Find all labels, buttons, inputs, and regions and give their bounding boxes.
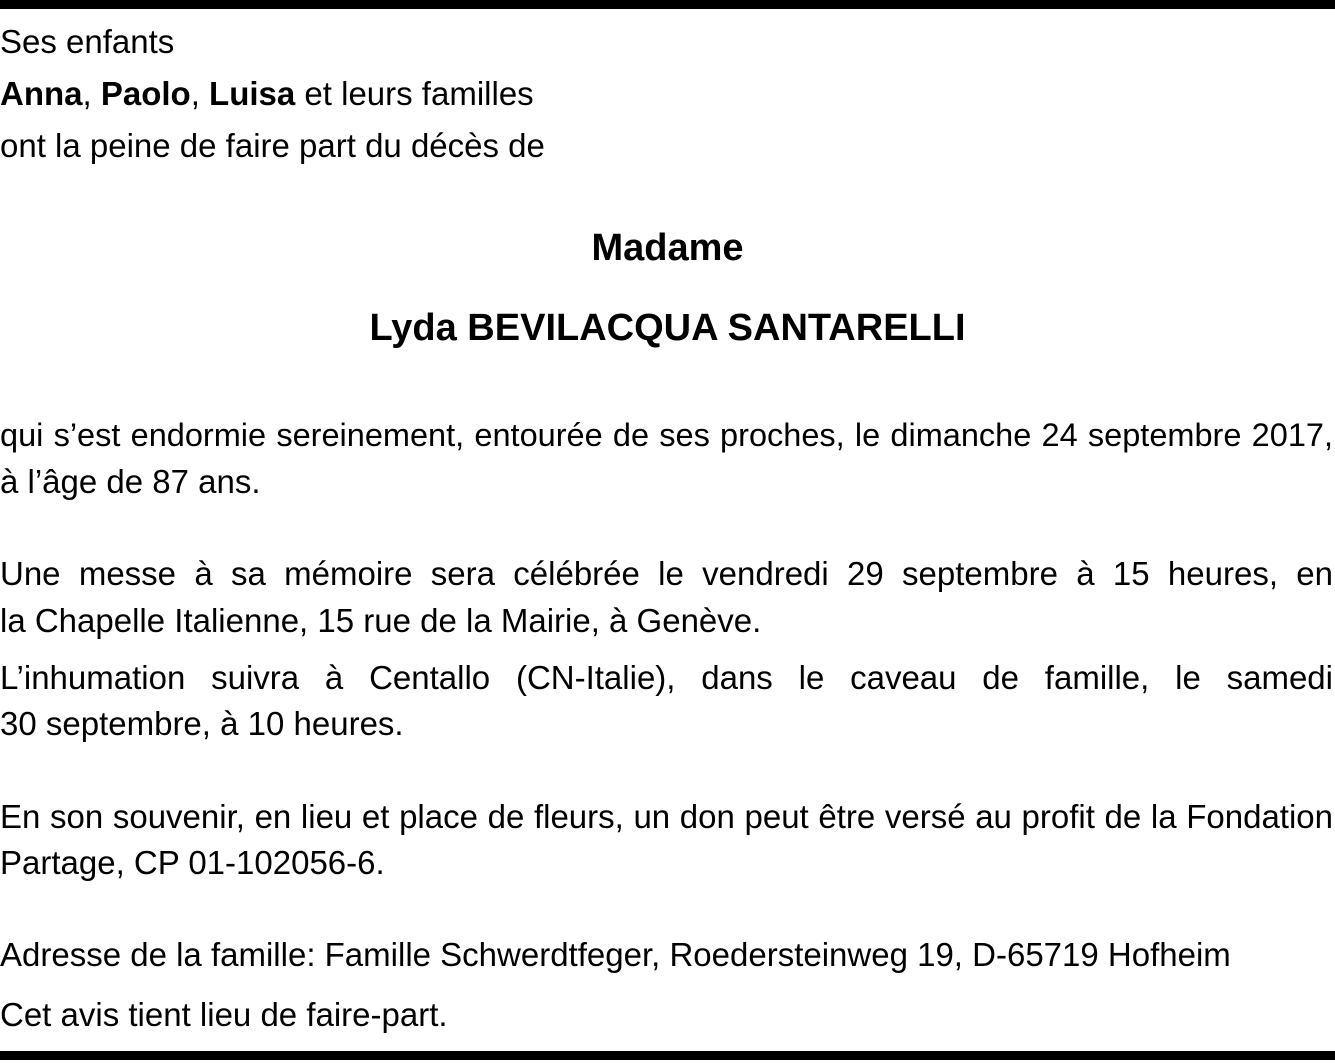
top-rule [0,0,1335,9]
deceased-name: Lyda BEVILACQUA SANTARELLI [369,307,966,349]
deceased-title: Madame [591,227,744,269]
death-line-1: qui s’est endormie sereinement, entourée de ses proches, le dimanche 24 septembre 2017, [0,417,1333,453]
burial-line-2: 30 septembre, à 10 heures. [0,705,404,742]
mass-line-1: Une messe à sa mémoire sera célébrée le vendredi 29 septembre à 15 heures, en [0,555,1333,592]
intro-line-names [0,74,534,114]
burial-line-1: L’inhumation suivra à Centallo (CN-Italie), dans le caveau de famille, le samedi [0,659,1333,696]
intro-line-announcement: ont la peine de faire part du décès de [0,127,545,164]
family-address: Adresse de la famille: Famille Schwerdtfeger, Roedersteinweg 19, D-65719 Hofheim [0,936,1231,973]
donation-line-1: En son souvenir, en lieu et place de fleurs, un don peut être versé au profit de la Fondation [0,798,1333,835]
name-separator: , [82,75,92,112]
notice-text: Cet avis tient lieu de faire-part. [0,996,448,1033]
families-text: et leurs familles [304,75,534,112]
child-name-paolo: Paolo [100,75,191,112]
death-line-2: à l’âge de 87 ans. [0,463,261,500]
child-name-anna: Anna [0,75,83,112]
mass-line-2: la Chapelle Italienne, 15 rue de la Mairie, à Genève. [0,602,762,639]
intro-line-children-label: Ses enfants [0,23,175,60]
donation-line-2: Partage, CP 01-102056-6. [0,844,385,881]
name-separator: , [190,75,200,112]
child-name-luisa: Luisa [209,75,296,112]
bottom-rule [0,1051,1335,1060]
